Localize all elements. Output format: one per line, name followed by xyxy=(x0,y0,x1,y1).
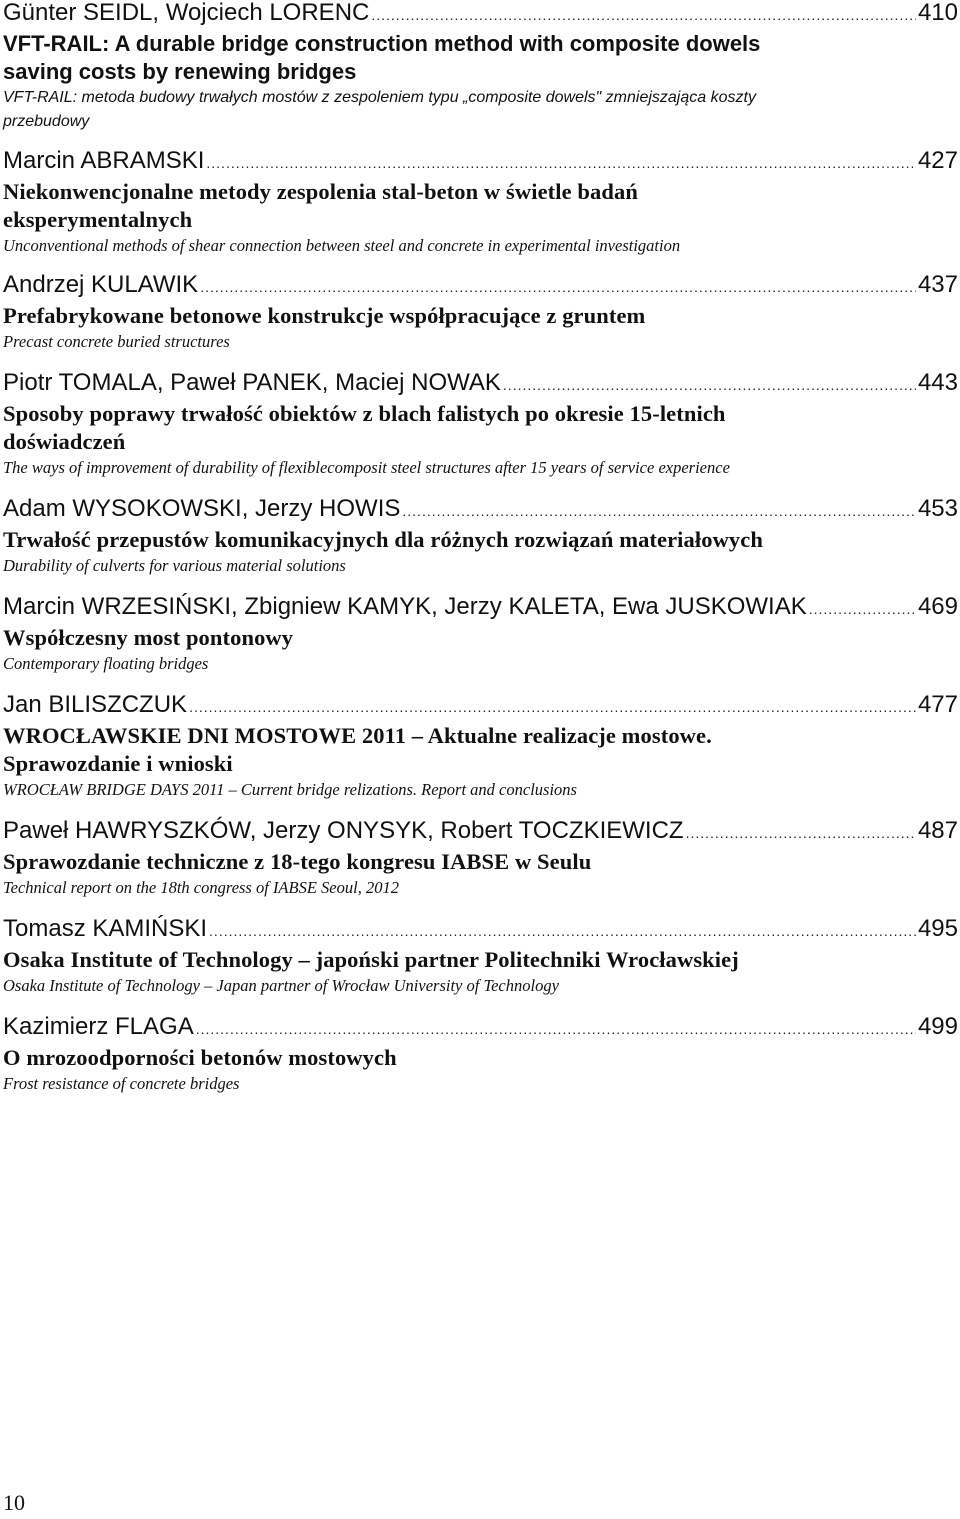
dot-leader xyxy=(686,818,916,848)
entry-subtitle: Frost resistance of concrete bridges xyxy=(3,1074,240,1093)
entry-title: O mrozoodporności betonów mostowych xyxy=(3,1045,397,1070)
entry-subtitle: VFT-RAIL: metoda budowy trwałych mostów z zespoleniem typu „composite dowels" zmniejszająca koszty przebudowy xyxy=(3,89,756,130)
author-line xyxy=(3,914,958,946)
entry-subtitle: Precast concrete buried structures xyxy=(3,332,230,351)
dot-leader xyxy=(503,370,916,400)
toc-entry-kulawik xyxy=(3,270,958,354)
entry-subtitle: Unconventional methods of shear connection between steel and concrete in experimental investigation xyxy=(3,236,681,255)
toc-entry-biliszczuk xyxy=(3,690,958,802)
entry-page-number: 410 xyxy=(917,0,958,26)
toc-entry-flaga xyxy=(3,1012,958,1096)
entry-authors: Andrzej KULAWIK xyxy=(3,271,199,298)
dot-leader xyxy=(196,1014,916,1044)
author-line xyxy=(3,0,958,30)
author-line xyxy=(3,1012,958,1044)
dot-leader xyxy=(209,916,916,946)
entry-page-number: 427 xyxy=(917,147,958,174)
toc-entry-abramski xyxy=(3,146,958,258)
author-line xyxy=(3,270,958,302)
entry-title: Trwałość przepustów komunikacyjnych dla różnych rozwiązań materiałowych xyxy=(3,527,763,552)
toc-entry-wrzesinski-kamyk-kaleta-juskowiak xyxy=(3,592,958,676)
entry-authors: Jan BILISZCZUK xyxy=(3,691,188,718)
entry-title: Osaka Institute of Technology – japoński partner Politechniki Wrocławskiej xyxy=(3,947,739,972)
entry-subtitle: Osaka Institute of Technology – Japan partner of Wrocław University of Technology xyxy=(3,976,559,995)
entry-authors: Adam WYSOKOWSKI, Jerzy HOWIS xyxy=(3,495,401,522)
entry-authors: Marcin WRZESIŃSKI, Zbigniew KAMYK, Jerzy KALETA, Ewa JUSKOWIAK xyxy=(3,593,807,620)
entry-subtitle: The ways of improvement of durability of flexiblecomposit steel structures after 15 years of service experience xyxy=(3,458,730,477)
entry-authors: Kazimierz FLAGA xyxy=(3,1013,194,1040)
table-of-contents xyxy=(3,0,958,1096)
entry-title: Niekonwencjonalne metody zespolenia stal-beton w świetle badań eksperymentalnych xyxy=(3,179,638,232)
author-line xyxy=(3,494,958,526)
dot-leader xyxy=(402,496,916,526)
dot-leader xyxy=(809,594,916,624)
entry-subtitle: Durability of culverts for various material solutions xyxy=(3,556,346,575)
entry-page-number: 469 xyxy=(917,593,958,620)
toc-entry-kaminski xyxy=(3,914,958,998)
footer-page-number: 10 xyxy=(3,1490,25,1515)
dot-leader xyxy=(371,0,916,30)
entry-title: VFT-RAIL: A durable bridge construction method with composite dowels saving costs by renewing bridges xyxy=(3,31,761,84)
toc-entry-hawryszkow-onysyk-toczkiewicz xyxy=(3,816,958,900)
author-line xyxy=(3,592,958,624)
dot-leader xyxy=(200,272,916,302)
dot-leader xyxy=(206,148,916,178)
entry-subtitle: Technical report on the 18th congress of IABSE Seoul, 2012 xyxy=(3,878,399,897)
entry-title: Prefabrykowane betonowe konstrukcje współpracujące z gruntem xyxy=(3,303,646,328)
entry-page-number: 477 xyxy=(917,691,958,718)
entry-authors: Paweł HAWRYSZKÓW, Jerzy ONYSYK, Robert TOCZKIEWICZ xyxy=(3,817,684,844)
author-line xyxy=(3,690,958,722)
entry-page-number: 495 xyxy=(917,915,958,942)
entry-authors: Tomasz KAMIŃSKI xyxy=(3,915,208,942)
entry-page-number: 499 xyxy=(917,1013,958,1040)
author-line xyxy=(3,368,958,400)
entry-authors: Marcin ABRAMSKI xyxy=(3,147,205,174)
entry-page-number: 443 xyxy=(917,369,958,396)
entry-authors: Günter SEIDL, Wojciech LORENC xyxy=(3,0,370,26)
entry-title: Sprawozdanie techniczne z 18-tego kongresu IABSE w Seulu xyxy=(3,849,592,874)
toc-entry-seidl-lorenc xyxy=(3,0,958,134)
entry-page-number: 437 xyxy=(917,271,958,298)
author-line xyxy=(3,146,958,178)
dot-leader xyxy=(189,692,916,722)
toc-entry-wysokowski-howis xyxy=(3,494,958,578)
entry-page-number: 487 xyxy=(917,817,958,844)
entry-subtitle: WROCŁAW BRIDGE DAYS 2011 – Current bridge relizations. Report and conclusions xyxy=(3,780,577,799)
entry-subtitle: Contemporary floating bridges xyxy=(3,654,209,673)
entry-title: WROCŁAWSKIE DNI MOSTOWE 2011 – Aktualne realizacje mostowe. Sprawozdanie i wnioski xyxy=(3,723,712,776)
toc-entry-tomala-panek-nowak xyxy=(3,368,958,480)
entry-authors: Piotr TOMALA, Paweł PANEK, Maciej NOWAK xyxy=(3,369,501,396)
author-line xyxy=(3,816,958,848)
entry-title: Sposoby poprawy trwałość obiektów z blach falistych po okresie 15-letnich doświadczeń xyxy=(3,401,726,454)
entry-page-number: 453 xyxy=(917,495,958,522)
entry-title: Współczesny most pontonowy xyxy=(3,625,294,650)
